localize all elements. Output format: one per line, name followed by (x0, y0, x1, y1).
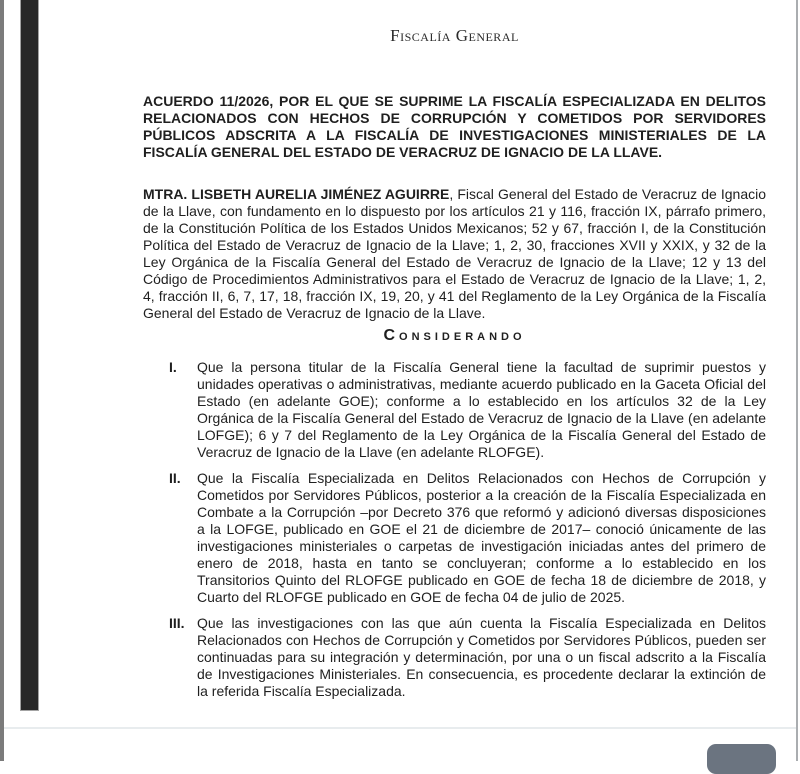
consideration-text: Que la Fiscalía Especializada en Delitos Relacionados con Hechos de Corrupción y Cometidos por Servidores Públicos, posterior a la creación de la Fiscalía Especializada en Combate a la Corrupción –por Decreto 376 que reformó y adicionó diversas disposiciones a la LOFGE, publicado en GOE el 21 de diciembre de 2017– conoció únicamente de las investigaciones ministeriales o carpetas de investigación iniciadas antes del primero de enero de 2018, hasta en tanto se concluyeran; conforme a lo establecido en los Transitorios Quinto del RLOFGE publicado en GOE de fecha 18 de diciembre de 2018, y Cuarto del RLOFGE publicado en GOE de fecha 04 de julio de 2025. (197, 470, 766, 605)
consideration-text: Que las investigaciones con las que aún cuenta la Fiscalía Especializada en Delitos Relacionados con Hechos de Corrupción y Cometidos por Servidores Públicos, pueden ser continuadas para su integración y determinación, por una o un fiscal adscrito a la Fiscalía de Investigaciones Ministeriales. En consecuencia, es procedente declarar la extinción de la referida Fiscalía Especializada. (197, 615, 766, 699)
page-bottom-divider (4, 727, 796, 729)
consideration-item (143, 615, 766, 700)
right-border-line (796, 0, 798, 761)
window-edge-strip (0, 0, 4, 761)
considerations-list (143, 359, 766, 700)
section-heading-considerando: Considerando (383, 327, 526, 344)
consideration-number: I. (169, 359, 177, 375)
consideration-number: II. (169, 470, 181, 486)
consideration-number: III. (169, 615, 185, 631)
consideration-item (143, 359, 766, 461)
horizontal-scrollbar-thumb[interactable] (707, 744, 776, 774)
signer-name: MTRA. LISBETH AURELIA JIMÉNEZ AGUIRRE (143, 186, 450, 202)
page-title: Fiscalía General (390, 26, 519, 45)
document-page (143, 0, 766, 709)
intro-text: , Fiscal General del Estado de Veracruz de Ignacio de la Llave, con fundamento en lo dispuesto por los artículos 21 y 116, fracción IX, párrafo primero, de la Constitución Política de los Estados Unidos Mexicanos; 52 y 67, fracción I, de la Constitución Política del Estado de Veracruz de Ignacio de la Llave; 1, 2, 30, fracciones XVII y XXIX, y 32 de la Ley Orgánica de la Fiscalía General del Estado de Veracruz de Ignacio de la Llave; 12 y 13 del Código de Procedimientos Administrativos para el Estado de Veracruz de Ignacio de la Llave; 1, 2, 4, fracción II, 6, 7, 17, 18, fracción IX, 19, 20, y 41 del Reglamento de la Ley Orgánica de la Fiscalía General del Estado de Veracruz de Ignacio de la Llave. (143, 186, 766, 321)
intro-paragraph (143, 186, 766, 322)
consideration-text: Que la persona titular de la Fiscalía General tiene la facultad de suprimir puestos y unidades operativas o administrativas, mediante acuerdo publicado en la Gaceta Oficial del Estado (en adelante GOE); conforme a lo establecido en los artículos 32 de la Ley Orgánica de la Fiscalía General del Estado de Veracruz de Ignacio de la Llave (en adelante LOFGE); 6 y 7 del Reglamento de la Ley Orgánica de la Fiscalía General del Estado de Veracruz de Ignacio de la Llave (en adelante RLOFGE). (197, 359, 766, 460)
scan-artifact-bar (20, 0, 39, 711)
subject-paragraph: ACUERDO 11/2026, POR EL QUE SE SUPRIME LA FISCALÍA ESPECIALIZADA EN DELITOS RELACIONADOS CON HECHOS DE CORRUPCIÓN Y COMETIDOS POR SERVIDORES PÚBLICOS ADSCRITA A LA FISCALÍA DE INVESTIGACIONES MINISTERIALES DE LA FISCALÍA GENERAL DEL ESTADO DE VERACRUZ DE IGNACIO DE LA LLAVE. (143, 93, 766, 160)
consideration-item (143, 470, 766, 606)
